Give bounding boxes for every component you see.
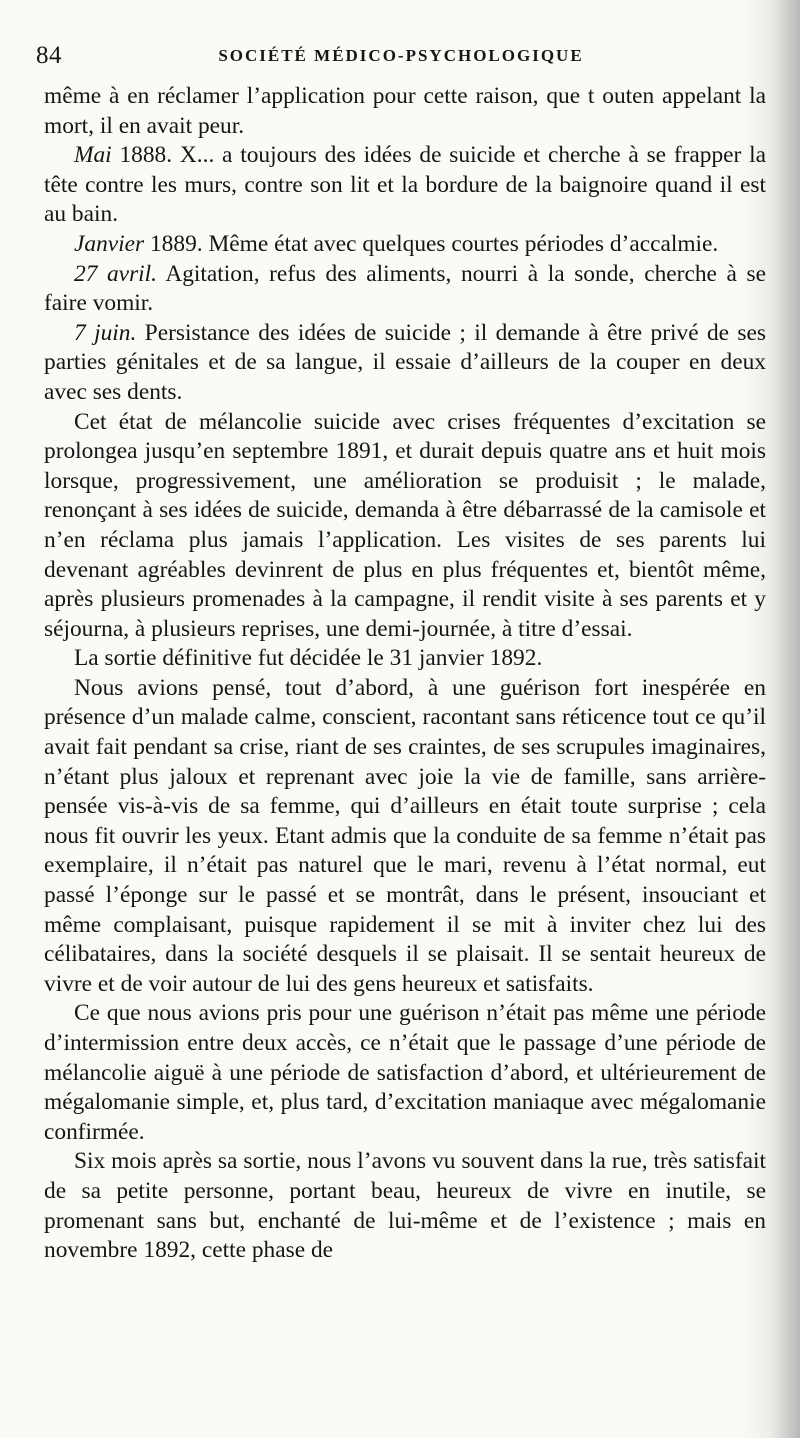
paragraph-text: Persistance des idées de suicide ; il demande à être privé de ses parties génitales et de sa langue, il essaie d’ailleurs de la couper en deux avec ses dents. xyxy=(44,319,766,405)
paragraph-discharge xyxy=(44,644,766,674)
paragraph-text: Ce que nous avions pris pour une guérison n’était pas même une période d’intermission entre deux accès, ce n’était que le passage d’une période de mélancolie aiguë à une période de satisfaction d’abord, et ultérieurement de mégalomanie simple, et, plus tard, d’excitation maniaque avec mégalomanie confirmée. xyxy=(44,1000,766,1145)
paragraph-text: Six mois après sa sortie, nous l’avons vu souvent dans la rue, très satisfait de sa petite personne, portant beau, heureux de vivre en inutile, se promenant sans but, enchanté de lui-même et de l’existence ; mais en novembre 1892, cette phase de xyxy=(44,1148,766,1264)
paragraph-january-1889 xyxy=(44,230,766,260)
date-label: Janvier xyxy=(74,230,145,257)
paragraph-text: Cet état de mélancolie suicide avec crises fréquentes d’excitation se prolongea jusqu’en septembre 1891, et durait depuis quatre ans et huit mois lorsque, progressivement, une amélioration se produisit ; le malade, renonçant à ses idées de suicide, demanda à être débarrassé de la camisole et n’en réclama plus jamais l’application. Les visites de ses parents lui devenant agréables devinrent de plus en plus fréquentes et, bientôt même, après plusieurs promenades à la campagne, il rendit visite à ses parents et y séjourna, à plusieurs reprises, une demi-journée, à titre d’essai. xyxy=(44,408,766,642)
date-label: Mai xyxy=(74,142,112,169)
running-head xyxy=(36,42,766,72)
paragraph-melancholy-state xyxy=(44,408,766,645)
paragraph-continuation xyxy=(44,82,766,141)
paragraph-text: 1888. X... a toujours des idées de suicide et cherche à se frapper la tête contre les murs, contre son lit et la bordure de la baignoire quand il est au bain. xyxy=(44,142,766,228)
date-label: 7 juin. xyxy=(74,319,137,346)
paragraph-recovery-thoughts xyxy=(44,674,766,1000)
paragraph-7-june xyxy=(44,319,766,408)
paragraph-text: 1889. Même état avec quelques courtes périodes d’accalmie. xyxy=(144,230,719,257)
paragraph-text: La sortie définitive fut décidée le 31 janvier 1892. xyxy=(74,645,543,672)
paragraph-may-1888 xyxy=(44,141,766,230)
body-text xyxy=(44,82,766,1266)
running-title: SOCIÉTÉ MÉDICO-PSYCHOLOGIQUE xyxy=(218,46,584,65)
paragraph-text: même à en réclamer l’application pour cette raison, que t outen appelant la mort, il en avait peur. xyxy=(44,83,766,139)
paragraph-text: Agitation, refus des aliments, nourri à la sonde, cherche à se faire vomir. xyxy=(44,260,767,317)
paragraph-intermission xyxy=(44,999,766,1147)
paragraph-six-months-later xyxy=(44,1147,766,1265)
page-number: 84 xyxy=(36,42,62,69)
paragraph-27-april xyxy=(44,260,766,319)
paragraph-text: Nous avions pensé, tout d’abord, à une guérison fort inespérée en présence d’un malade calme, conscient, racontant sans réticence tout ce qu’il avait fait pendant sa crise, riant de ses craintes, de ses scrupules imaginaires, n’étant plus jaloux et reprenant avec joie la vie de famille, sans arrière-pensée vis-à-vis de sa femme, qui d’ailleurs en était toute surprise ; cela nous fit ouvrir les yeux. Etant admis que la conduite de sa femme n’était pas exemplaire, il n’était pas naturel que le mari, revenu à l’état normal, eut passé l’éponge sur le passé et se montrât, dans le présent, insouciant et même complaisant, puisque rapidement il se mit à inviter chez lui des célibataires, dans la société desquels il se plaisait. Il se sentait heureux de vivre et de voir autour de lui des gens heureux et satisfaits. xyxy=(44,674,766,997)
date-label: 27 avril. xyxy=(74,260,158,287)
